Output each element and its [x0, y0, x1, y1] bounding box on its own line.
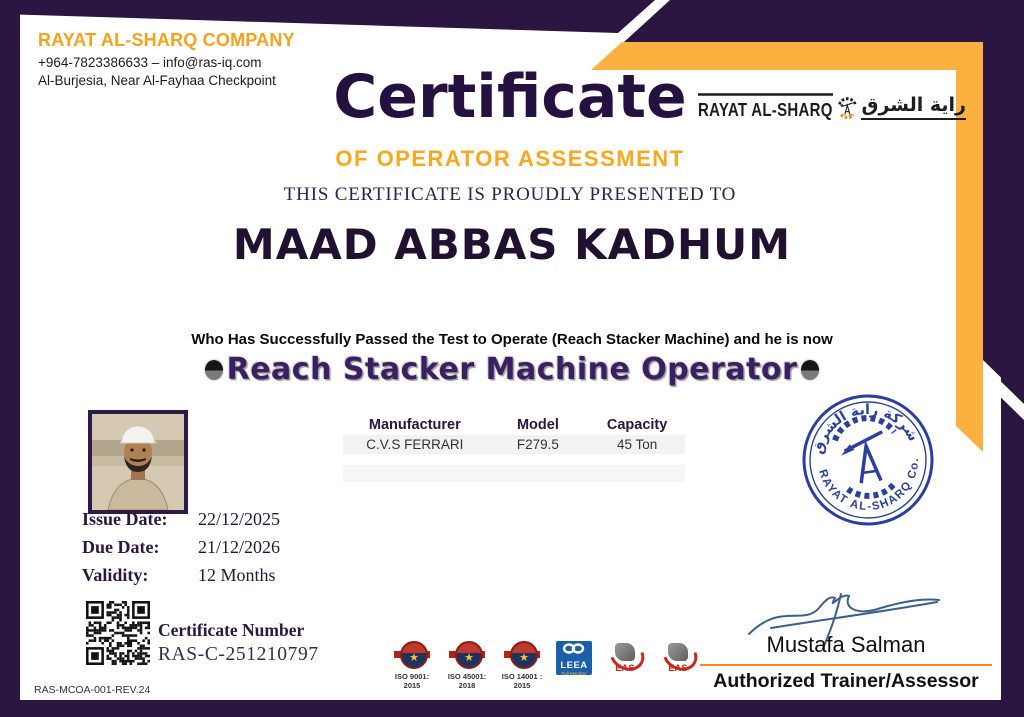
eas-badge: [656, 641, 700, 674]
eas-label: EAS: [615, 663, 635, 674]
recipient-name: MAAD ABBAS KADHUM: [232, 220, 792, 269]
role-title: Reach Stacker Machine Operator: [226, 352, 798, 387]
validity-value: 12 Months: [198, 565, 276, 585]
issue-date-value: 22/12/2025: [198, 509, 281, 529]
iso-year: 2015: [513, 681, 531, 691]
iso-year: 2015: [403, 681, 421, 691]
due-date-value: 21/12/2026: [198, 537, 281, 557]
iso-medal-icon: ★: [455, 641, 483, 669]
certificate-number-value: RAS-C-251210797: [158, 644, 319, 665]
table-empty-row: [343, 465, 685, 482]
iso-medal-icon: ★: [400, 641, 428, 669]
chain-icon: [562, 642, 586, 655]
col-model: Model: [516, 417, 559, 433]
company-name: RAYAT AL-SHARQ COMPANY: [38, 30, 295, 50]
signer-name: Mustafa Salman: [766, 632, 926, 657]
table-row: [343, 435, 685, 454]
validity-label: Validity:: [82, 565, 149, 585]
logo-arabic-text: راية الشرق: [861, 94, 966, 120]
bullet-icon: [801, 360, 819, 380]
bullet-icon: [205, 360, 223, 380]
logo-latin-text: RAYAT AL-SHARQ: [698, 93, 833, 121]
leea-badge: [554, 641, 594, 675]
col-capacity: Capacity: [606, 417, 668, 433]
presented-line: THIS CERTIFICATE IS PROUDLY PRESENTED TO: [283, 184, 737, 205]
certificate-title: Certificate: [333, 62, 687, 132]
due-date-row: [82, 537, 280, 558]
company-stamp: [789, 381, 947, 539]
operator-photo: [88, 410, 188, 514]
company-contact: +964-7823386633 – info@ras-iq.com: [38, 55, 262, 70]
leea-member-label: Full Member: [561, 671, 587, 676]
iso-45001-badge: [444, 641, 490, 691]
iso-label: ISO 14001 :: [501, 672, 543, 681]
machine-table: [343, 417, 685, 482]
leea-label: LEEA: [560, 660, 588, 671]
iso-14001-badge: [499, 641, 545, 691]
qr-code: [86, 601, 150, 665]
pumpjack-gear-icon: [837, 72, 858, 142]
role-title-row: [162, 352, 862, 387]
iso-label: ISO 45001:: [447, 672, 487, 681]
cell-manufacturer: C.V.S FERRARI: [366, 437, 464, 452]
signature-block: [700, 582, 992, 693]
qualification-line: Who Has Successfully Passed the Test to Operate (Reach Stacker Machine) and he is now: [191, 331, 833, 348]
iso-label: ISO 9001:: [394, 672, 430, 681]
issue-date-label: Issue Date:: [82, 509, 168, 529]
iso-year: 2018: [458, 681, 476, 691]
certificate-number-block: [158, 620, 319, 666]
svg-text:شركة راية الشرق: [804, 395, 922, 458]
cell-capacity: 45 Ton: [616, 437, 658, 452]
machine-table-header: [343, 417, 685, 433]
issue-date-row: [82, 509, 280, 530]
iso-medal-icon: ★: [510, 641, 538, 669]
validity-row: [82, 565, 280, 586]
due-date-label: Due Date:: [82, 537, 160, 557]
signature-divider: [700, 664, 992, 666]
dates-block: [82, 509, 280, 593]
operator-portrait-illustration: [92, 414, 184, 510]
accreditation-badges: [389, 641, 700, 691]
certificate-subtitle: OF OPERATOR ASSESSMENT: [335, 146, 685, 171]
stamp-pumpjack-icon: [832, 414, 902, 500]
svg-text:RAYAT AL-SHARQ Co.: [816, 455, 928, 520]
iso-9001-badge: [389, 641, 435, 691]
document-reference: RAS-MCOA-001-REV.24: [34, 684, 151, 696]
certificate-number-label: Certificate Number: [158, 620, 305, 640]
eas-label: EAS: [668, 663, 688, 674]
stamp-latin-text: RAYAT AL-SHARQ Co.: [816, 456, 922, 514]
eas-badge: [603, 641, 647, 674]
cell-model: F279.5: [516, 437, 559, 452]
col-manufacturer: Manufacturer: [368, 417, 461, 433]
company-address: Al-Burjesia, Near Al-Fayhaa Checkpoint: [38, 73, 276, 88]
stamp-arabic-text: شركة راية الشرق: [810, 401, 922, 456]
signer-role: Authorized Trainer/Assessor: [713, 670, 979, 692]
